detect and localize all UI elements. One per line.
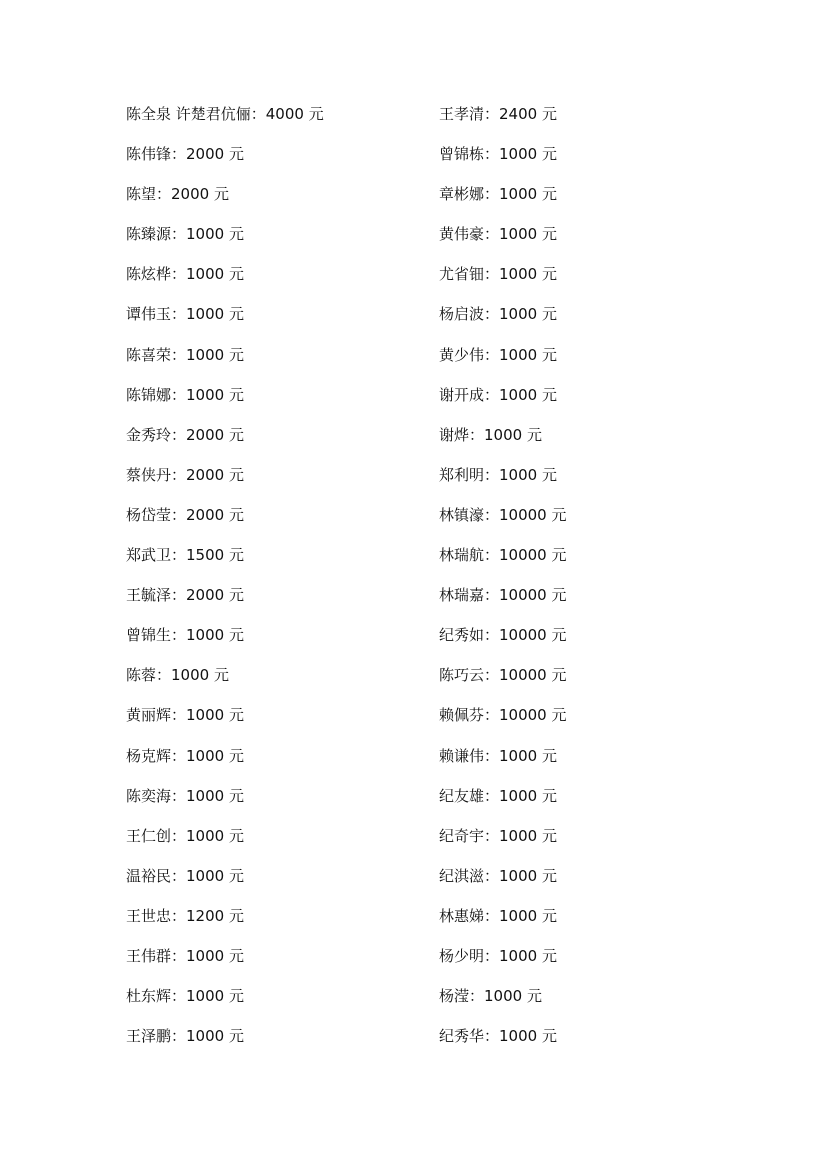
donor-entry: 纪友雄：1000 元 <box>439 786 557 805</box>
donor-entry: 王世忠：1200 元 <box>126 906 244 925</box>
donor-entry: 章彬娜：1000 元 <box>439 185 557 204</box>
donor-entry: 林惠娣：1000 元 <box>439 906 557 925</box>
donor-entry: 赖佩芬：10000 元 <box>439 706 567 725</box>
donor-entry: 谭伟玉：1000 元 <box>126 305 244 324</box>
donor-entry: 林瑞航：10000 元 <box>439 546 567 565</box>
donor-entry: 陈奕海：1000 元 <box>126 786 244 805</box>
donor-entry: 王泽鹏：1000 元 <box>126 1027 244 1046</box>
donor-entry: 林镇濠：10000 元 <box>439 505 567 524</box>
donor-entry: 蔡侠丹：2000 元 <box>126 465 244 484</box>
donor-entry: 曾锦栋：1000 元 <box>439 145 557 164</box>
donor-entry: 杨克辉：1000 元 <box>126 746 244 765</box>
donor-list-right <box>439 102 567 1064</box>
donor-entry: 陈望：2000 元 <box>126 185 229 204</box>
donor-entry: 金秀玲：2000 元 <box>126 425 244 444</box>
donor-entry: 温裕民：1000 元 <box>126 866 244 885</box>
donor-entry: 黄伟豪：1000 元 <box>439 225 557 244</box>
donor-entry: 陈喜荣：1000 元 <box>126 345 244 364</box>
donor-entry: 王毓泽：2000 元 <box>126 586 244 605</box>
donor-entry: 陈全泉 许楚君伉俪：4000 元 <box>126 105 324 123</box>
donor-entry: 纪秀华：1000 元 <box>439 1027 557 1046</box>
donor-entry: 陈臻源：1000 元 <box>126 225 244 244</box>
donor-entry: 林瑞嘉：10000 元 <box>439 586 567 605</box>
donor-entry: 纪奇宇：1000 元 <box>439 826 557 845</box>
donor-list-left <box>126 102 324 1064</box>
donor-entry: 陈锦娜：1000 元 <box>126 385 244 404</box>
donor-entry: 谢开成：1000 元 <box>439 385 557 404</box>
donor-entry: 杨滢：1000 元 <box>439 987 542 1006</box>
donor-entry: 纪淇滋：1000 元 <box>439 866 557 885</box>
donor-entry: 尤省钿：1000 元 <box>439 265 557 284</box>
donor-entry: 郑利明：1000 元 <box>439 465 557 484</box>
donor-entry: 杨启波：1000 元 <box>439 305 557 324</box>
donor-entry: 陈伟锋：2000 元 <box>126 145 244 164</box>
donor-entry: 黄少伟：1000 元 <box>439 345 557 364</box>
donor-entry: 谢烨：1000 元 <box>439 425 542 444</box>
donor-entry: 王伟群：1000 元 <box>126 946 244 965</box>
donor-entry: 陈巧云：10000 元 <box>439 666 567 685</box>
donor-entry: 赖谦伟：1000 元 <box>439 746 557 765</box>
donor-entry: 王孝清：2400 元 <box>439 105 557 123</box>
donor-entry: 陈炫桦：1000 元 <box>126 265 244 284</box>
donor-entry: 纪秀如：10000 元 <box>439 626 567 645</box>
donor-entry: 黄丽辉：1000 元 <box>126 706 244 725</box>
donor-entry: 王仁创：1000 元 <box>126 826 244 845</box>
donor-entry: 杜东辉：1000 元 <box>126 987 244 1006</box>
donor-entry: 杨岱莹：2000 元 <box>126 505 244 524</box>
donor-entry: 曾锦生：1000 元 <box>126 626 244 645</box>
donor-entry: 郑武卫：1500 元 <box>126 546 244 565</box>
donor-entry: 杨少明：1000 元 <box>439 946 557 965</box>
donor-entry: 陈蓉：1000 元 <box>126 666 229 685</box>
